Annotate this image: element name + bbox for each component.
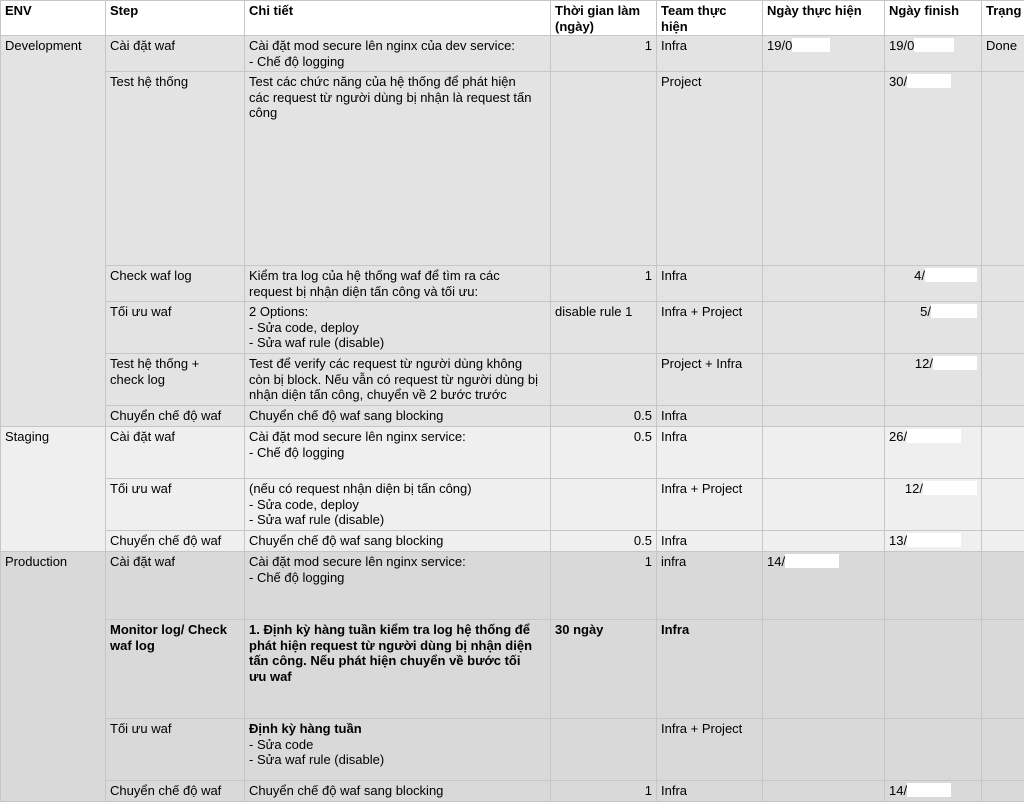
detail-cell[interactable]: Test các chức năng của hệ thống để phát hiện các request từ người dùng bị nhận là request tấn công — [245, 72, 551, 266]
redaction-mark — [923, 481, 977, 495]
finish-cell[interactable] — [885, 36, 982, 72]
duration-cell[interactable] — [551, 719, 657, 781]
finish-cell[interactable] — [885, 479, 982, 531]
header-team[interactable]: Team thực hiện — [657, 1, 763, 36]
start-cell[interactable] — [763, 719, 885, 781]
finish-date: 19/0 — [889, 38, 915, 53]
finish-date: 12/ — [914, 356, 933, 371]
team-cell[interactable]: Infra — [657, 531, 763, 552]
finish-cell[interactable] — [885, 406, 982, 427]
header-row — [1, 1, 1024, 36]
detail-cell[interactable]: Chuyển chế độ waf sang blocking — [245, 531, 551, 552]
detail-heading: Định kỳ hàng tuần — [249, 721, 362, 736]
detail-cell[interactable]: (nếu có request nhận diện bị tấn công) - Sửa code, deploy - Sửa waf rule (disable) — [245, 479, 551, 531]
finish-cell[interactable] — [885, 531, 982, 552]
finish-date: 26/ — [889, 429, 908, 444]
step-cell[interactable]: Test hệ thống + check log — [106, 354, 245, 406]
start-cell[interactable] — [763, 354, 885, 406]
status-cell[interactable] — [982, 72, 1024, 266]
start-cell[interactable] — [763, 620, 885, 719]
detail-cell[interactable]: Cài đặt mod secure lên nginx service: - Chế độ logging — [245, 427, 551, 479]
start-cell[interactable] — [763, 302, 885, 354]
step-cell[interactable]: Chuyển chế độ waf — [106, 531, 245, 552]
table-row — [1, 406, 1024, 427]
team-cell[interactable]: Infra — [657, 266, 763, 302]
detail-cell[interactable]: Cài đặt mod secure lên nginx của dev service: - Chế độ logging — [245, 36, 551, 72]
step-cell[interactable]: Test hệ thống — [106, 72, 245, 266]
team-cell[interactable]: Infra — [657, 36, 763, 72]
table-row — [1, 719, 1024, 781]
header-env[interactable]: ENV — [1, 1, 106, 36]
table-row — [1, 620, 1024, 719]
redaction-mark — [785, 554, 839, 568]
env-cell-production[interactable]: Production — [1, 552, 106, 802]
duration-cell[interactable]: 1 — [551, 781, 657, 802]
duration-cell[interactable]: 1 — [551, 552, 657, 620]
finish-date: 30/ — [889, 74, 908, 89]
duration-cell[interactable]: disable rule 1 — [551, 302, 657, 354]
finish-cell[interactable] — [885, 781, 982, 802]
team-cell[interactable]: Infra — [657, 781, 763, 802]
redaction-mark — [931, 304, 977, 318]
status-cell[interactable] — [982, 531, 1024, 552]
step-cell[interactable]: Monitor log/ Check waf log — [106, 620, 245, 719]
redaction-mark — [907, 533, 961, 547]
team-cell[interactable]: Infra + Project — [657, 302, 763, 354]
table-row — [1, 302, 1024, 354]
status-cell[interactable] — [982, 719, 1024, 781]
step-cell[interactable]: Chuyển chế độ waf — [106, 406, 245, 427]
start-cell[interactable] — [763, 531, 885, 552]
team-cell[interactable]: Infra — [657, 620, 763, 719]
finish-cell[interactable] — [885, 72, 982, 266]
redaction-mark — [914, 38, 954, 52]
redaction-mark — [907, 74, 951, 88]
status-cell[interactable] — [982, 620, 1024, 719]
status-cell[interactable] — [982, 354, 1024, 406]
finish-cell[interactable] — [885, 354, 982, 406]
detail-cell[interactable]: 1. Định kỳ hàng tuần kiểm tra log hệ thống để phát hiện request từ người dùng bị nhận diện tấn công. Nếu phát hiện chuyển về bước tối ưu waf — [245, 620, 551, 719]
duration-cell[interactable]: 0.5 — [551, 531, 657, 552]
finish-cell[interactable] — [885, 719, 982, 781]
finish-cell[interactable] — [885, 266, 982, 302]
status-cell[interactable] — [982, 552, 1024, 620]
table-row — [1, 354, 1024, 406]
status-cell[interactable] — [982, 406, 1024, 427]
duration-cell[interactable]: 1 — [551, 266, 657, 302]
start-date: 14/ — [767, 554, 786, 569]
redaction-mark — [907, 429, 961, 443]
detail-cell[interactable]: Kiểm tra log của hệ thống waf để tìm ra các request bị nhận diện tấn công và tối ưu: — [245, 266, 551, 302]
start-date: 19/0 — [767, 38, 793, 53]
detail-cell[interactable]: Cài đặt mod secure lên nginx service: - Chế độ logging — [245, 552, 551, 620]
duration-cell[interactable] — [551, 479, 657, 531]
step-cell[interactable]: Check waf log — [106, 266, 245, 302]
finish-cell[interactable] — [885, 620, 982, 719]
duration-cell[interactable]: 0.5 — [551, 406, 657, 427]
table-row — [1, 781, 1024, 802]
header-finish[interactable]: Ngày finish — [885, 1, 982, 36]
start-cell[interactable] — [763, 266, 885, 302]
step-cell[interactable]: Cài đặt waf — [106, 36, 245, 72]
table-row — [1, 427, 1024, 479]
table-row — [1, 266, 1024, 302]
redaction-mark — [925, 268, 977, 282]
header-duration[interactable]: Thời gian làm (ngày) — [551, 1, 657, 36]
status-cell[interactable] — [982, 479, 1024, 531]
step-cell[interactable]: Tối ưu waf — [106, 479, 245, 531]
status-cell[interactable] — [982, 266, 1024, 302]
team-cell[interactable]: infra — [657, 552, 763, 620]
detail-cell[interactable]: Chuyển chế độ waf sang blocking — [245, 781, 551, 802]
table-row — [1, 479, 1024, 531]
detail-cell[interactable]: Chuyển chế độ waf sang blocking — [245, 406, 551, 427]
start-cell[interactable] — [763, 427, 885, 479]
start-cell[interactable] — [763, 72, 885, 266]
team-cell[interactable]: Infra + Project — [657, 479, 763, 531]
team-cell[interactable]: Project — [657, 72, 763, 266]
finish-date: 5/ — [920, 304, 931, 319]
finish-date: 12/ — [904, 481, 923, 496]
redaction-mark — [933, 356, 977, 370]
step-cell[interactable]: Cài đặt waf — [106, 552, 245, 620]
table-row — [1, 531, 1024, 552]
start-cell[interactable] — [763, 36, 885, 72]
duration-cell[interactable]: 30 ngày — [551, 620, 657, 719]
redaction-mark — [907, 783, 951, 797]
env-cell-staging[interactable]: Staging — [1, 427, 106, 552]
duration-cell[interactable]: 1 — [551, 36, 657, 72]
step-cell[interactable]: Tối ưu waf — [106, 719, 245, 781]
header-detail[interactable]: Chi tiết — [245, 1, 551, 36]
duration-cell[interactable]: 0.5 — [551, 427, 657, 479]
detail-cell[interactable] — [245, 719, 551, 781]
step-cell[interactable]: Chuyển chế độ waf — [106, 781, 245, 802]
detail-cell[interactable]: Test để verify các request từ người dùng không còn bị block. Nếu vẫn có request từ người dùng bị nhận diện tấn công, chuyển về 2 bước trước — [245, 354, 551, 406]
start-cell[interactable] — [763, 479, 885, 531]
status-cell[interactable] — [982, 302, 1024, 354]
step-cell[interactable]: Tối ưu waf — [106, 302, 245, 354]
finish-date: 14/ — [889, 783, 908, 798]
team-cell[interactable]: Infra — [657, 406, 763, 427]
team-cell[interactable]: Infra + Project — [657, 719, 763, 781]
finish-cell[interactable] — [885, 302, 982, 354]
finish-cell[interactable] — [885, 427, 982, 479]
table-row — [1, 552, 1024, 620]
finish-date: 4/ — [914, 268, 925, 283]
status-cell[interactable]: Done — [982, 36, 1024, 72]
finish-date: 13/ — [889, 533, 908, 548]
duration-cell[interactable] — [551, 354, 657, 406]
table-row — [1, 72, 1024, 266]
detail-body: - Sửa code - Sửa waf rule (disable) — [249, 736, 385, 767]
header-start[interactable]: Ngày thực hiện — [763, 1, 885, 36]
finish-cell[interactable] — [885, 552, 982, 620]
step-cell[interactable]: Cài đặt waf — [106, 427, 245, 479]
table-row — [1, 36, 1024, 72]
header-step[interactable]: Step — [106, 1, 245, 36]
status-cell[interactable] — [982, 427, 1024, 479]
team-cell[interactable]: Infra — [657, 427, 763, 479]
team-cell[interactable]: Project + Infra — [657, 354, 763, 406]
start-cell[interactable] — [763, 552, 885, 620]
duration-cell[interactable] — [551, 72, 657, 266]
redaction-mark — [792, 38, 830, 52]
detail-cell[interactable]: 2 Options: - Sửa code, deploy - Sửa waf rule (disable) — [245, 302, 551, 354]
env-cell-development[interactable]: Development — [1, 36, 106, 427]
start-cell[interactable] — [763, 781, 885, 802]
header-status[interactable]: Trạng — [982, 1, 1024, 36]
status-cell[interactable] — [982, 781, 1024, 802]
start-cell[interactable] — [763, 406, 885, 427]
